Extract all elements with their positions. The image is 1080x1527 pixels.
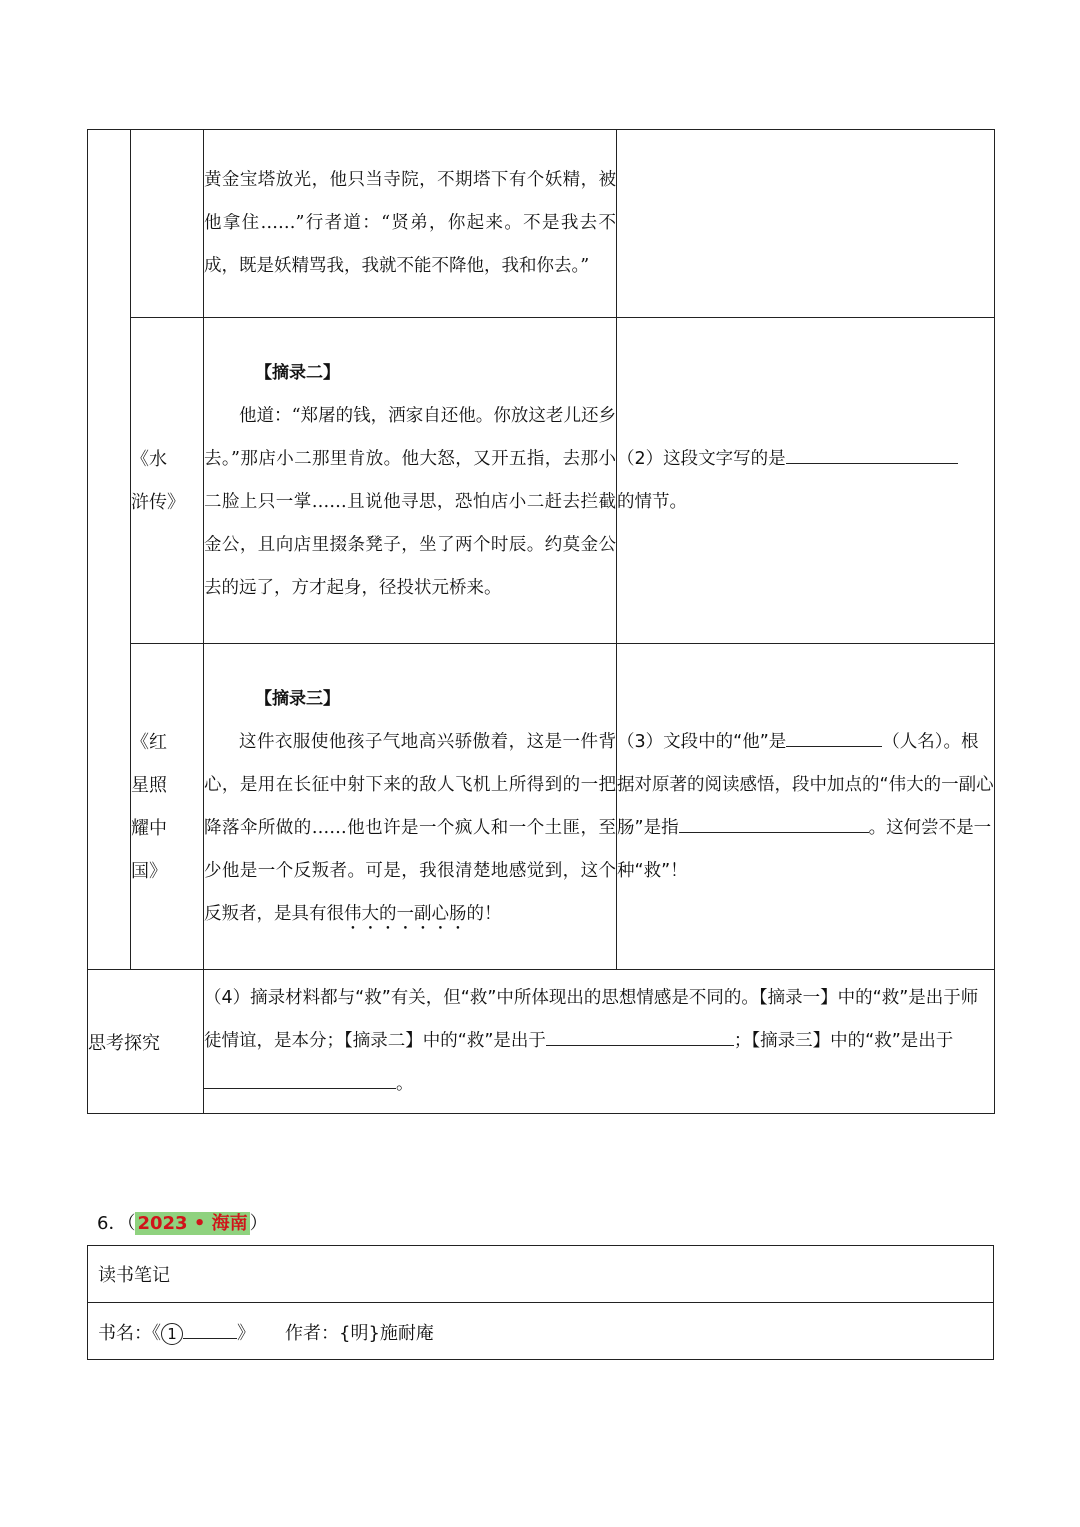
excerpt-3-text-b: 的！ xyxy=(466,903,502,924)
book-name-close: 》 xyxy=(237,1322,255,1344)
excerpt-3-passage xyxy=(204,644,617,970)
excerpt-3-heading: 【摘录三】 xyxy=(255,688,340,709)
question-3-text-mid: （人名）。根据对原著的阅读感悟，段中加点的“伟大的一副心肠”是指 xyxy=(617,731,994,838)
source-cell-3 xyxy=(131,644,204,970)
question-3-cell xyxy=(617,644,995,970)
excerpt-1-passage xyxy=(204,130,617,318)
book-title-line: 《红 xyxy=(131,731,167,753)
book-title-line: 耀中 xyxy=(131,817,167,839)
source-cell-1 xyxy=(131,130,204,318)
circled-number-1: 1 xyxy=(161,1323,183,1345)
question-3-text: （3）文段中的“他”是 xyxy=(617,731,787,752)
think-label-cell xyxy=(88,970,204,1114)
think-label: 思考探究 xyxy=(88,1032,160,1054)
notes-title: 读书笔记 xyxy=(98,1265,170,1286)
answer-blank[interactable] xyxy=(786,443,958,464)
question-4-text-mid: ；【摘录三】中的“救”是出于 xyxy=(733,1031,954,1051)
question-2-text: （2）这段文字写的是 xyxy=(617,448,786,469)
excerpt-2-passage xyxy=(204,318,617,644)
book-title-line: 浒传》 xyxy=(131,491,185,513)
question-2-cell xyxy=(617,318,995,644)
book-title-line: 《水 xyxy=(131,448,167,470)
reading-table xyxy=(87,129,995,1114)
question-4-text-end: 。 xyxy=(396,1074,414,1094)
excerpt-2-heading: 【摘录二】 xyxy=(255,362,340,383)
answer-blank[interactable] xyxy=(204,1068,396,1089)
reading-notes-table xyxy=(87,1245,994,1360)
notes-title-cell xyxy=(88,1246,994,1303)
excerpt-3-text xyxy=(204,721,616,936)
question-6-header xyxy=(97,1209,268,1235)
answer-blank[interactable] xyxy=(546,1025,734,1046)
excerpt-2-text: 他道：“郑屠的钱，洒家自还他。你放这老儿还乡去。”那店小二那里肯放。他大怒，又开五指，去那小二脸上只一掌……且说他寻思，恐怕店小二赶去拦截金公，且向店里掇条凳子，坐了两个时辰。约莫金公去的远了，方才起身，径投状元桥来。 xyxy=(204,405,616,598)
author-text: 作者：{明}施耐庵 xyxy=(285,1322,434,1344)
answer-blank[interactable] xyxy=(786,726,882,747)
book-title-line: 国》 xyxy=(131,860,167,882)
dotted-emphasis-text: 伟大的一副心肠 xyxy=(344,903,467,924)
excerpt-1-text: 黄金宝塔放光，他只当寺院，不期塔下有个妖精，被他拿住……”行者道：“贤弟，你起来。不是我去不成，既是妖精骂我，我就不能不降他，我和你去。” xyxy=(204,170,616,276)
source-badge: 2023 • 海南 xyxy=(137,1213,248,1234)
excerpt-3-text-a: 这件衣服使他孩子气地高兴骄傲着，这是一件背心，是用在长征中射下来的敌人飞机上所得到的一把降落伞所做的……他也许是一个疯人和一个土匪，至少他是一个反叛者。可是，我很清楚地感觉到，这个反叛者，是具有很 xyxy=(204,731,616,924)
book-name-blank[interactable] xyxy=(183,1318,237,1339)
left-spine-cell xyxy=(88,130,131,970)
book-title-line: 星照 xyxy=(131,774,167,796)
question-number: 6．（ xyxy=(97,1213,136,1234)
source-cell-2 xyxy=(131,318,204,644)
book-name-label: 书名：《 xyxy=(98,1322,161,1344)
think-question-cell xyxy=(204,970,995,1114)
book-info-cell xyxy=(88,1303,994,1360)
question-number-close: ） xyxy=(249,1213,268,1234)
answer-blank[interactable] xyxy=(679,812,869,833)
answer-cell-1 xyxy=(617,130,995,318)
question-3-text-end: 。这何尝不是一种“救”！ xyxy=(617,817,992,881)
question-4-text: （4）摘录材料都与“救”有关，但“救”中所体现出的思想情感是不同的。【摘录一】中的“救”是出于师徒情谊，是本分；【摘录二】中的“救”是出于 xyxy=(204,988,979,1051)
question-2-text-end: 的情节。 xyxy=(617,491,687,512)
